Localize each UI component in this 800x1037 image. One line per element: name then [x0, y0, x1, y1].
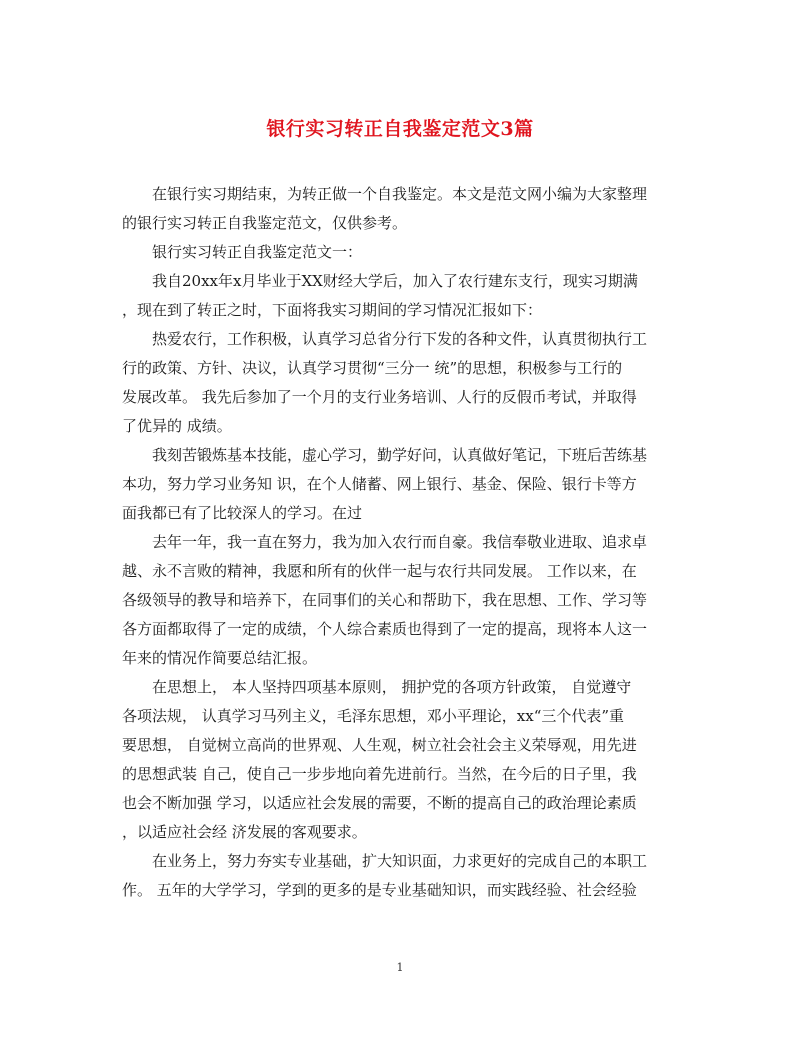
body-text-line: 去年一年，我一直在努力，我为加入农行而自豪。我信奉敬业进取、追求卓 [152, 533, 648, 551]
body-text-line: 面我都已有了比较深人的学习。在过 [122, 504, 363, 522]
document-title: 银行实习转正自我鉴定范文3篇 [266, 118, 534, 140]
document-body [122, 180, 678, 905]
body-text-line: 各级领导的教导和培养下，在同事们的关心和帮助下，我在思想、工作、学习等 [122, 591, 648, 609]
body-text-line: 作。 五年的大学学习，学到的更多的是专业基础知识，而实践经验、社会经验 [122, 881, 637, 899]
body-text-line: 行的政策、方针、决议，认真学习贯彻“三分一 统”的思想，积极参与工行的 [122, 359, 623, 377]
body-text-line: 了优异的 成绩。 [122, 417, 232, 435]
body-text-line: 年来的情况作简要总结汇报。 [122, 649, 318, 667]
body-text-line: 越、永不言败的精神，我愿和所有的伙伴一起与农行共同发展。 工作以来，在 [122, 562, 637, 580]
body-text-line: ，以适应社会经 济发展的客观要求。 [122, 823, 367, 841]
body-text-line: 的银行实习转正自我鉴定范文，仅供参考。 [122, 214, 408, 232]
body-text-line: 的思想武装 自己，使自己一步步地向着先进前行。当然，在今后的日子里，我 [122, 765, 637, 783]
body-text-line: 我刻苦锻炼基本技能，虚心学习，勤学好问，认真做好笔记，下班后苦练基 [152, 446, 648, 464]
body-text-line: 各项法规， 认真学习马列主义，毛泽东思想，邓小平理论，xx“三个代表”重 [122, 707, 625, 725]
body-text-line: 也会不断加强 学习，以适应社会发展的需要，不断的提高自己的政治理论素质 [122, 794, 637, 812]
body-text-line: 热爱农行，工作积极，认真学习总省分行下发的各种文件，认真贯彻执行工 [152, 330, 648, 348]
body-text-line: 本功，努力学习业务知 识，在个人储蓄、网上银行、基金、保险、银行卡等方 [122, 475, 637, 493]
body-text-line: 在业务上，努力夯实专业基础，扩大知识面，力求更好的完成自己的本职工 [152, 852, 648, 870]
body-text-line: 银行实习转正自我鉴定范文一： [152, 243, 363, 261]
body-text-line: 要思想， 自觉树立高尚的世界观、人生观，树立社会社会主义荣辱观，用先进 [122, 736, 637, 754]
body-text-line: ，现在到了转正之时，下面将我实习期间的学习情况汇报如下： [122, 301, 543, 319]
body-text-line: 发展改革。 我先后参加了一个月的支行业务培训、人行的反假币考试，并取得 [122, 388, 637, 406]
body-text-line: 在银行实习期结束，为转正做一个自我鉴定。本文是范文网小编为大家整理 [152, 185, 648, 203]
body-text-line: 在思想上， 本人坚持四项基本原则， 拥护党的各项方针政策， 自觉遵守 [152, 678, 632, 696]
page-number: 1 [396, 961, 404, 974]
body-text-line: 我自20xx年x月毕业于XX财经大学后，加入了农行建东支行，现实习期满 [152, 272, 638, 290]
body-text-line: 各方面都取得了一定的成绩，个人综合素质也得到了一定的提高，现将本人这一 [122, 620, 648, 638]
